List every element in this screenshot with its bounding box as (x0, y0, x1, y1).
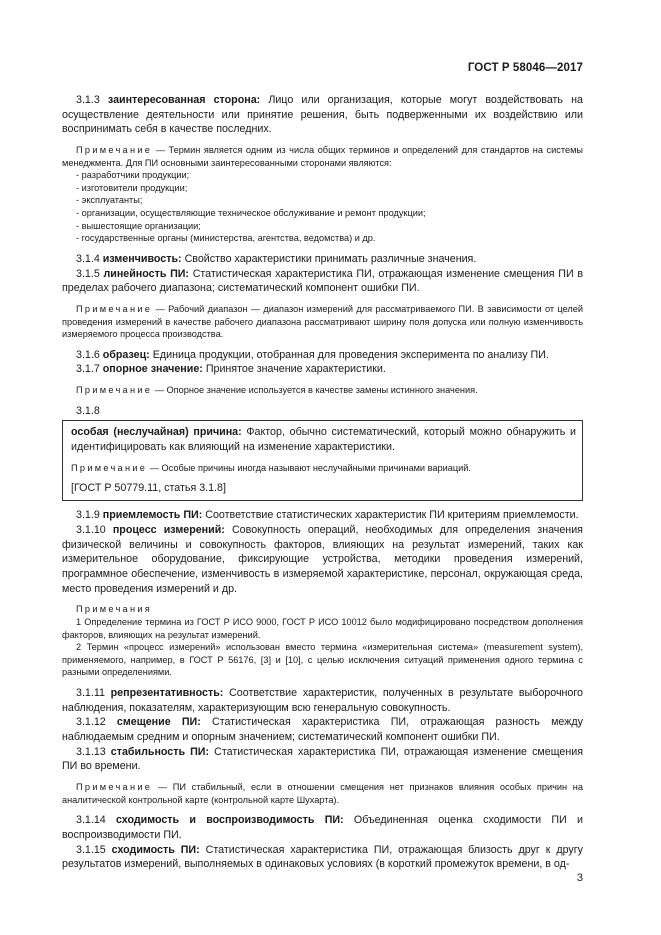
note: Примечание — Рабочий диапазон — диапазон измерений для рассматриваемого ПИ. В зависимости от целей проведения измерений в качестве рабочего диапазона рассматривают ширину поля допуска или полную изменчивость измеряемого процесса производства. (62, 303, 583, 340)
clause-3-1-15: 3.1.15 сходимость ПИ: Статистическая характеристика ПИ, отражающая близость друг к другу результатов измерений, выполняемых в одинаковых условиях (в короткий промежуток времени, в од- (62, 843, 583, 871)
clause-3-1-8-number: 3.1.8 (76, 404, 100, 417)
page-content (62, 93, 583, 872)
clause-3-1-3: 3.1.3 заинтересованная сторона: Лицо или организация, которые могут воздействовать на осуществление деятельности или принятие решения, быть подверженными их воздействию или воспринимать себя в качестве последних. (62, 94, 583, 136)
clause-3-1-14: 3.1.14 сходимость и воспроизводимость ПИ: Объединенная оценка сходимости ПИ и воспроизводимости ПИ. (62, 814, 583, 842)
page-number: 3 (576, 872, 583, 884)
list-item: - государственные органы (министерства, агентства, ведомства) и др. (76, 233, 376, 244)
clause-3-1-8: особая (неслучайная) причина: Фактор, обычно систематический, который можно обнаружить и идентифицировать как влияющий на изменение характеристики. (71, 426, 576, 454)
note-1: 1 Определение термина из ГОСТ Р ИСО 9000, ГОСТ Р ИСО 10012 было модифицировано посредством дополнения факторов, влияющих на результат измерений. (62, 616, 583, 640)
note: Примечание — Термин является одним из числа общих терминов и определений для стандартов на системы менеджмента. Для ПИ основными заинтересованными сторонами являются: (62, 145, 583, 168)
clause-3-1-4: 3.1.4 изменчивость: Свойство характеристики принимать различные значения. (76, 252, 477, 265)
clause-3-1-12: 3.1.12 смещение ПИ: Статистическая характеристика ПИ, отражающая разность между наблюдаемым средним и опорным значением; систематический компонент ошибки ПИ. (62, 716, 583, 744)
list-item: - изготовители продукции; (76, 182, 188, 193)
clause-3-1-10: 3.1.10 процесс измерений: Совокупность операций, необходимых для определения значения физической величины и совокупность факторов, влияющих на результат измерений, таких как измерительное оборудование, фиксирующие устройства, методики проведения измерений, программное обеспечение, изменчивость в измеряемой характеристике, персонал, окружающая среда, место проведения измерений и др. (62, 523, 583, 595)
clause-3-1-7: 3.1.7 опорное значение: Принятое значение характеристики. (76, 363, 386, 376)
clause-3-1-13: 3.1.13 стабильность ПИ: Статистическая характеристика ПИ, отражающая изменение смещения ПИ во времени. (62, 745, 583, 773)
note: Примечание — Опорное значение используется в качестве замены истинного значения. (76, 385, 478, 396)
term: заинтересованная сторона: (107, 94, 261, 106)
list-item: - вышестоящие организации; (76, 220, 201, 231)
note: Примечание — Особые причины иногда называют неслучайными причинами вариаций. (71, 462, 471, 473)
list-item: - разработчики продукции; (76, 170, 190, 181)
notes-title: Примечания (76, 604, 153, 615)
note-2: 2 Термин «процесс измерений» использован вместо термина «измерительная система» (measurement system), применяемого, например, в ГОСТ Р 56176, [3] и [10], с целью исключения ситуаций применения одного термина с разными определениями. (62, 642, 583, 678)
note: Примечание — ПИ стабильный, если в отношении смещения нет признаков влияния особых причин на аналитической контрольной карте (контрольной карте Шухарта). (62, 782, 583, 805)
list-item: - эксплуатанты; (76, 195, 143, 206)
clause-3-1-5: 3.1.5 линейность ПИ: Статистическая характеристика ПИ, отражающая изменение смещения ПИ в пределах рабочего диапазона; систематический компонент ошибки ПИ. (62, 267, 583, 295)
stakeholder-list (62, 169, 583, 245)
clause-3-1-11: 3.1.11 репрезентативность: Соответствие характеристик, полученных в результате выборочного наблюдения, показателям, характеризующим всю генеральную совокупность. (62, 686, 583, 714)
clause-3-1-9: 3.1.9 приемлемость ПИ: Соответствие статистических характеристик ПИ критериям приемлемости. (76, 509, 579, 522)
clause-3-1-8-box (62, 420, 583, 501)
clause-3-1-6: 3.1.6 образец: Единица продукции, отобранная для проведения эксперимента по анализу ПИ. (76, 348, 549, 361)
list-item: - организации, осуществляющие техническое обслуживание и ремонт продукции; (76, 208, 426, 219)
source-reference: [ГОСТ Р 50779.11, статья 3.1.8] (71, 482, 226, 495)
document-id-header: ГОСТ Р 58046—2017 (467, 62, 583, 74)
